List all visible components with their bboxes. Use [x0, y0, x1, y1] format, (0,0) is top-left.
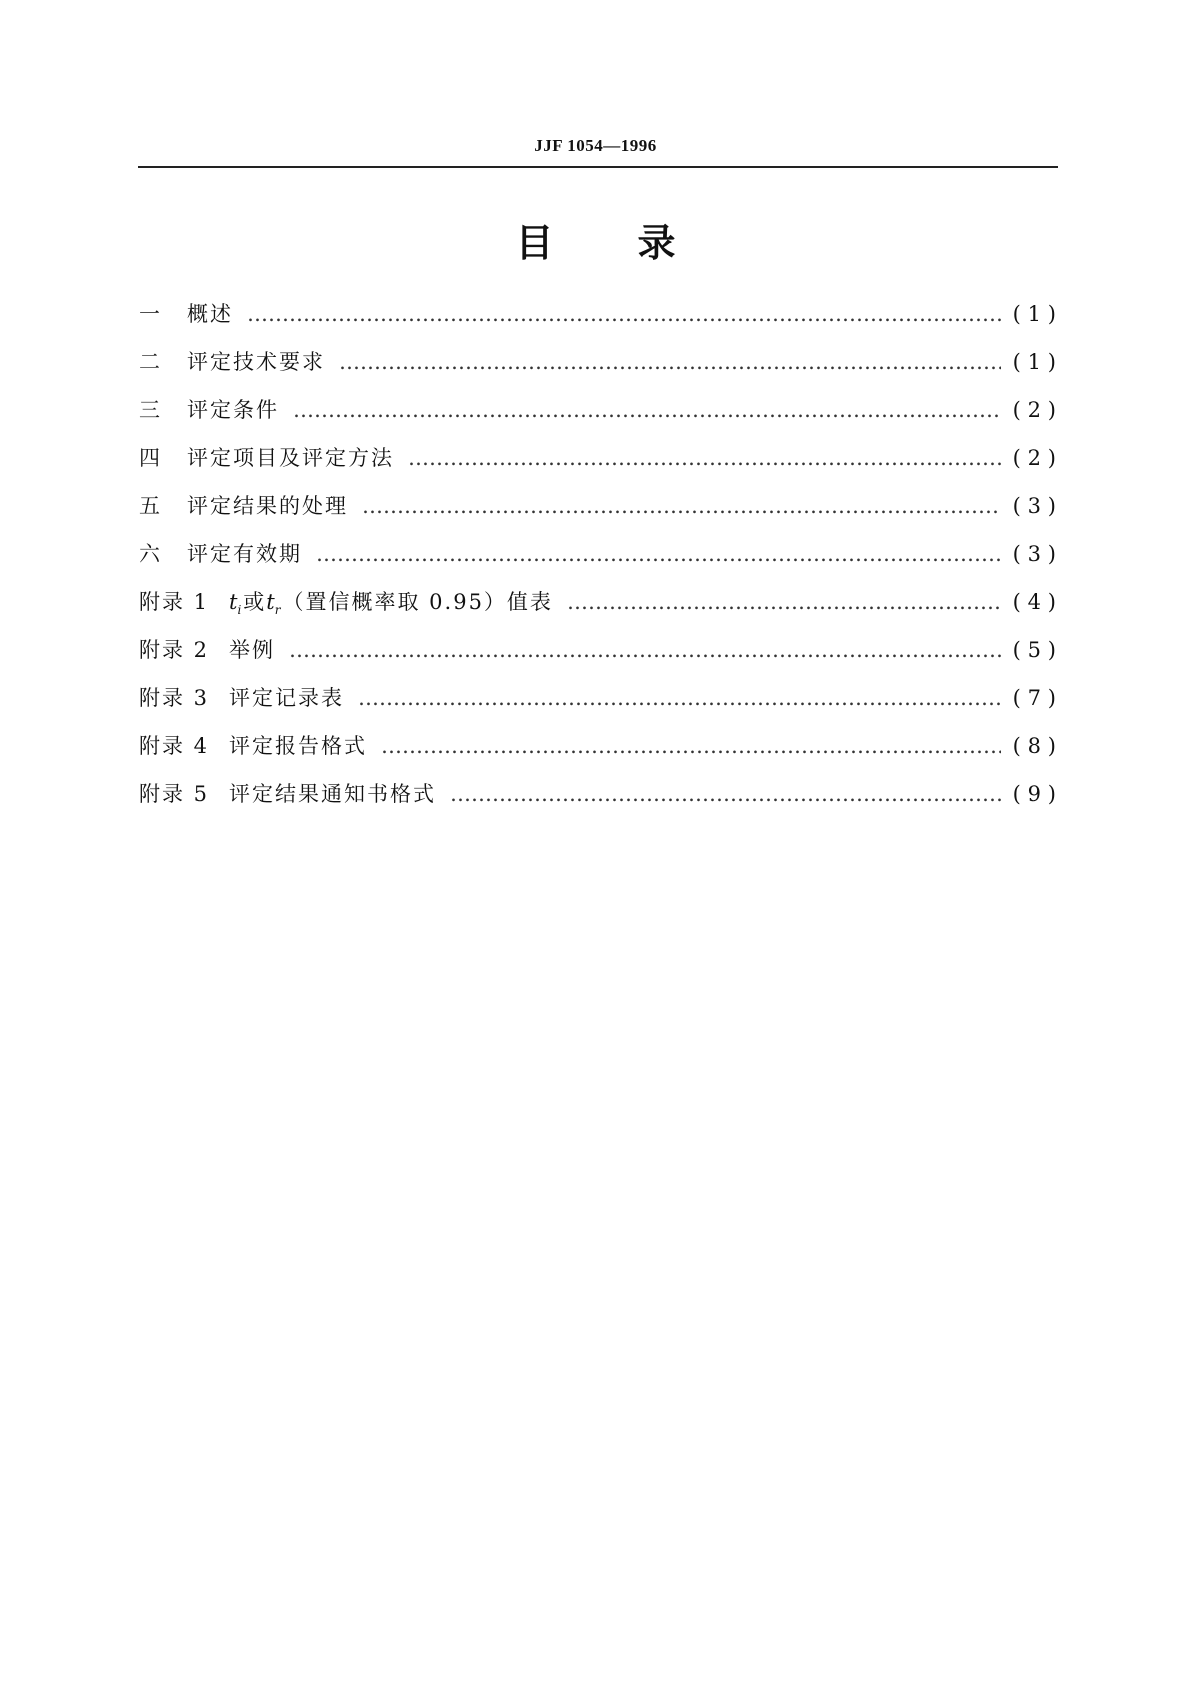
subscript-i: i — [237, 603, 244, 618]
toc-entry[interactable] — [139, 298, 1057, 346]
toc-appendix-entry[interactable] — [139, 634, 1057, 682]
leader-dots — [567, 590, 1001, 614]
toc-entry-page: ( 3 ) — [1012, 542, 1057, 566]
or-text: 或 — [243, 590, 267, 614]
toc-entry-number: 五 — [139, 494, 162, 518]
appendix-page: ( 4 ) — [1012, 590, 1057, 614]
appendix-number: 附录 1 — [139, 590, 210, 614]
toc-entry[interactable] — [139, 442, 1057, 490]
toc-title — [0, 212, 1191, 267]
appendix-number: 附录 4 — [139, 734, 210, 758]
toc-entry-label: 评定结果的处理 — [187, 494, 348, 518]
toc-entry-number: 二 — [139, 350, 162, 374]
leader-dots — [247, 302, 1001, 326]
header-rule — [138, 166, 1058, 168]
t-variable: t — [229, 590, 238, 614]
appendix-page: ( 8 ) — [1012, 734, 1057, 758]
appendix-number: 附录 5 — [139, 782, 210, 806]
toc-entry-label: 评定技术要求 — [187, 350, 325, 374]
leader-dots — [381, 734, 1001, 758]
document-code-header: JJF 1054—1996 — [534, 136, 657, 155]
appendix-number: 附录 3 — [139, 686, 210, 710]
toc-entry-label: 概述 — [187, 302, 233, 326]
toc-entry-page: ( 1 ) — [1012, 350, 1057, 374]
toc-entry-page: ( 2 ) — [1012, 398, 1057, 422]
appendix-page: ( 9 ) — [1012, 782, 1057, 806]
toc-entry-label: 评定条件 — [187, 398, 279, 422]
leader-dots — [450, 782, 1001, 806]
leader-dots — [358, 686, 1001, 710]
toc-appendix-entry[interactable] — [139, 586, 1057, 634]
appendix-label: 评定记录表 — [229, 686, 344, 710]
appendix-label — [229, 586, 553, 617]
toc-entry-page: ( 3 ) — [1012, 494, 1057, 518]
appendix-page: ( 5 ) — [1012, 638, 1057, 662]
toc-entry-page: ( 1 ) — [1012, 302, 1057, 326]
leader-dots — [289, 638, 1001, 662]
toc-entry[interactable] — [139, 490, 1057, 538]
table-of-contents — [139, 298, 1057, 826]
leader-dots — [316, 542, 1001, 566]
leader-dots — [339, 350, 1001, 374]
toc-entry-number: 四 — [139, 446, 162, 470]
leader-dots — [408, 446, 1001, 470]
appendix-label: 举例 — [229, 638, 275, 662]
toc-entry-label: 评定项目及评定方法 — [187, 446, 394, 470]
toc-entry-number: 一 — [139, 302, 162, 326]
toc-entry[interactable] — [139, 394, 1057, 442]
appendix-page: ( 7 ) — [1012, 686, 1057, 710]
toc-title-char-2: 录 — [637, 221, 676, 265]
appendix-label: 评定结果通知书格式 — [229, 782, 436, 806]
appendix-number: 附录 2 — [139, 638, 210, 662]
toc-appendix-entry[interactable] — [139, 682, 1057, 730]
toc-entry[interactable] — [139, 538, 1057, 586]
subscript-r: r — [274, 603, 283, 618]
toc-appendix-entry[interactable] — [139, 778, 1057, 826]
leader-dots — [293, 398, 1001, 422]
toc-title-char-1: 目 — [515, 221, 554, 265]
appendix-label: 评定报告格式 — [229, 734, 367, 758]
appendix-label-rest: （置信概率取 0.95）值表 — [282, 590, 553, 614]
toc-entry-number: 六 — [139, 542, 162, 566]
toc-entry[interactable] — [139, 346, 1057, 394]
toc-entry-label: 评定有效期 — [187, 542, 302, 566]
toc-entry-number: 三 — [139, 398, 162, 422]
toc-entry-page: ( 2 ) — [1012, 446, 1057, 470]
leader-dots — [362, 494, 1001, 518]
t-variable: t — [266, 590, 275, 614]
toc-appendix-entry[interactable] — [139, 730, 1057, 778]
